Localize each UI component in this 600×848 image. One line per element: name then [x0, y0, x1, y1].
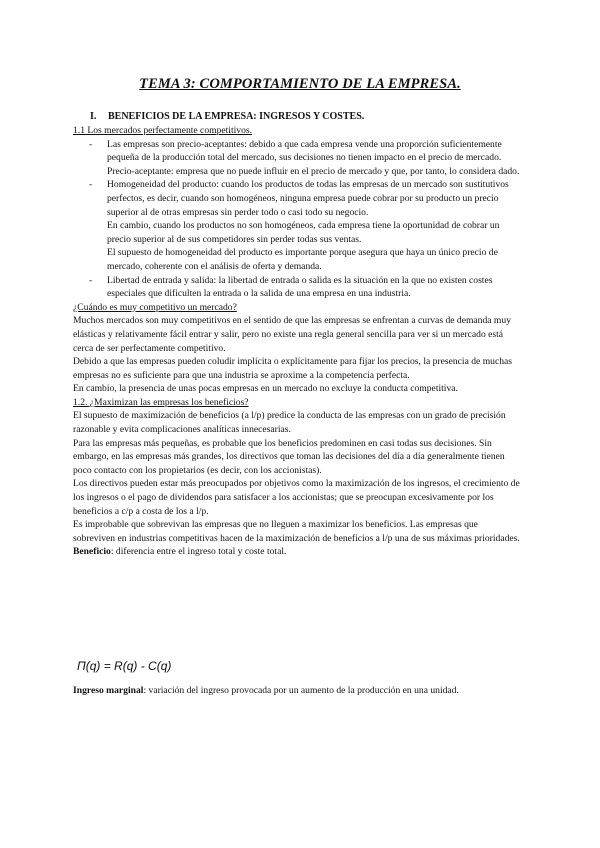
bullet-text: Libertad de entrada y salida: la libertad de entrada o salida es la situación en la que no existen costes especiales que dificulten la entrada o la salida de una empresa en una industria. [107, 274, 493, 300]
definition-text: : variación del ingreso provocada por un aumento de la producción en una unidad. [143, 685, 459, 696]
section-heading-text: BENEFICIOS DE LA EMPRESA: INGRESOS Y COSTES. [108, 111, 365, 122]
paragraph: Es improbable que sobrevivan las empresas que no lleguen a maximizar los beneficios. Las empresas que sobreviven en industrias competitivas hacen de la maximización de beneficios a l/p una de sus máximas prioridades. [73, 519, 520, 544]
paragraph: Los directivos pueden estar más preocupados por objetivos como la maximización de los ingresos, el crecimiento de los ingresos o el pago de dividendos para satisfacer a los accionistas; que se preocupan excesivamente por los beneficios a c/p a costa de los a l/p. [73, 478, 520, 517]
bullet-extra: En cambio, cuando los productos no son homogéneos, cada empresa tiene la oportunidad de cobrar un precio superior al de sus competidores sin perder todas sus ventas. [107, 220, 500, 245]
subsection-heading-1-2: 1.2. ¿Maximizan las empresas los beneficios? [73, 396, 249, 408]
bullet-text: Homogeneidad del producto: cuando los productos de todas las empresas de un mercado son sustitutivos perfectos, es decir, cuando son homogéneos, ninguna empresa puede cobrar por su producto un precio superior al de otras empresas sin perder todo o casi todo su negocio. [107, 179, 509, 218]
definition-block [73, 684, 521, 698]
document-title: TEMA 3: COMPORTAMIENTO DE LA EMPRESA. [139, 76, 461, 92]
bullet-extra: El supuesto de homogeneidad del producto es importante porque asegura que haya un único precio de mercado, coherente con el análisis de oferta y demanda. [107, 247, 498, 272]
section-body [73, 124, 521, 559]
subsection-heading-1-1: 1.1 Los mercados perfectamente competitivos. [73, 125, 253, 136]
bullet-extra: Precio-aceptante: empresa que no puede influir en el precio de mercado y que, por tanto, lo considera dado. [107, 165, 520, 177]
definition-text: : diferencia entre el ingreso total y coste total. [110, 546, 287, 558]
bullet-dash: - [89, 274, 93, 286]
bullet-text: Las empresas son precio-aceptantes: debido a que cada empresa vende una proporción suficientemente pequeña de la producción total del mercado, sus decisiones no tienen impacto en el precio de mercado. [107, 138, 502, 164]
definition-term: Beneficio [73, 546, 111, 558]
profit-formula: Π(q) = R(q) - C(q) [77, 659, 172, 673]
paragraph: Debido a que las empresas pueden coludir implícita o explícitamente para fijar los precios, la presencia de muchas empresas no es suficiente para que una industria se aproxime a la competencia perfecta. [73, 356, 513, 381]
section-number: I. [90, 111, 97, 122]
bullet-item [73, 178, 521, 273]
section-heading [90, 110, 364, 124]
definition-ingreso-marginal [73, 684, 521, 698]
question-heading: ¿Cuándo es muy competitivo un mercado? [73, 301, 237, 313]
definition-beneficio [73, 545, 521, 559]
bullet-dash: - [89, 138, 93, 150]
paragraph: Muchos mercados son muy competitivos en el sentido de que las empresas se enfrentan a curvas de demanda muy elásticas y relativamente fácil entrar y salir, pero no existe una regla general sencilla para ver si un mercado está cerca de ser perfectamente competitivo. [73, 315, 511, 354]
bullet-item [73, 274, 521, 301]
paragraph: El supuesto de maximización de beneficios (a l/p) predice la conducta de las empresas con un grado de precisión razonable y evita complicaciones analíticas innecesarias. [73, 410, 506, 436]
paragraph: En cambio, la presencia de unas pocas empresas en un mercado no excluye la conducta competitiva. [73, 383, 458, 395]
bullet-dash: - [89, 179, 93, 191]
paragraph: Para las empresas más pequeñas, es probable que los beneficios predominen en casi todas sus decisiones. Sin embargo, en las empresas más grandes, los directivos que toman las decisiones del día a día generalmente tienen poco contacto con los propietarios (es decir, con los accionistas). [73, 437, 505, 476]
definition-term: Ingreso marginal [73, 685, 144, 696]
bullet-item [73, 138, 521, 179]
